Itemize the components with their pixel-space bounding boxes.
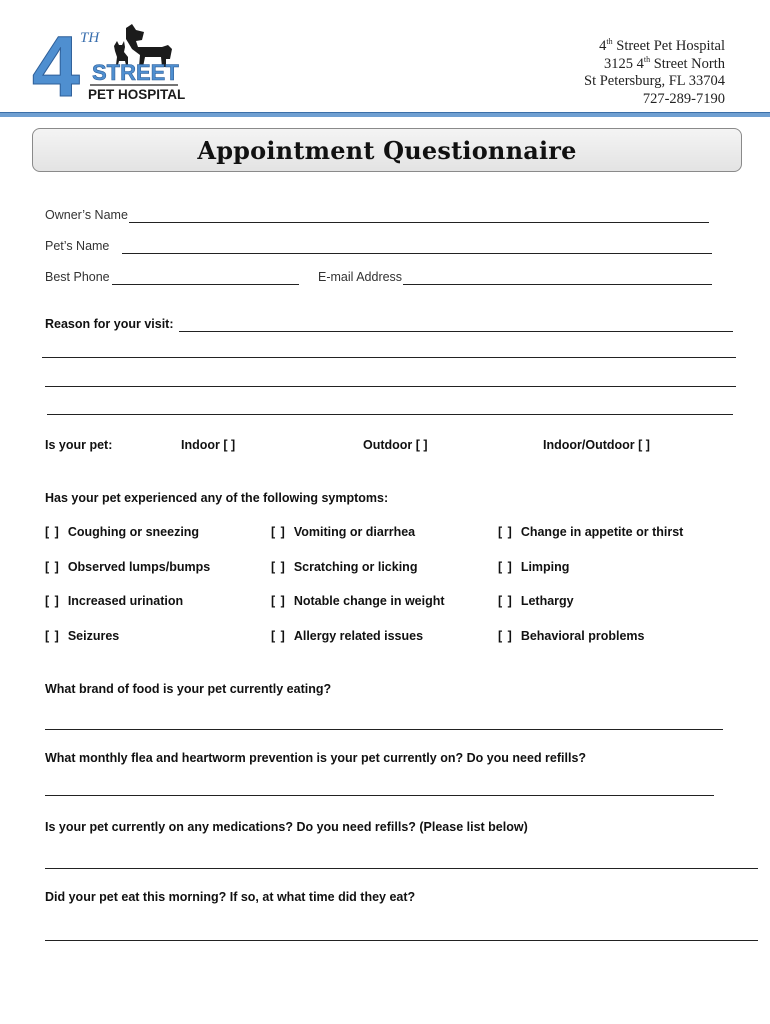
hospital-address xyxy=(584,38,725,108)
reason-label: Reason for your visit: xyxy=(45,317,174,331)
owner-name-field[interactable] xyxy=(129,222,709,223)
symptom-appetite[interactable]: [ ] Change in appetite or thirst xyxy=(498,525,684,539)
symptom-limping[interactable]: [ ] Limping xyxy=(498,560,570,574)
symptom-lumps[interactable]: [ ] Observed lumps/bumps xyxy=(45,560,211,574)
symptom-lethargy[interactable]: [ ] Lethargy xyxy=(498,594,574,608)
medications-question: Is your pet currently on any medications? Do you need refills? (Please list below) xyxy=(45,820,528,834)
flea-prevention-field[interactable] xyxy=(45,795,714,796)
outdoor-option[interactable]: Outdoor [ ] xyxy=(363,438,428,452)
symptoms-question: Has your pet experienced any of the following symptoms: xyxy=(45,491,389,505)
indoor-outdoor-option[interactable]: Indoor/Outdoor [ ] xyxy=(543,438,650,452)
reason-field-line-4[interactable] xyxy=(47,414,733,415)
reason-field-line-1[interactable] xyxy=(179,331,733,332)
indoor-option[interactable]: Indoor [ ] xyxy=(181,438,236,452)
address-line-1: 4th Street Pet Hospital xyxy=(599,37,725,54)
reason-field-line-3[interactable] xyxy=(45,386,736,387)
symptom-weight[interactable]: [ ] Notable change in weight xyxy=(271,594,445,608)
symptom-coughing[interactable]: [ ] Coughing or sneezing xyxy=(45,525,200,539)
logo-street: STREET xyxy=(92,60,179,85)
logo-suffix: TH xyxy=(80,30,100,46)
medications-field[interactable] xyxy=(45,868,758,869)
logo-hospital: PET HOSPITAL xyxy=(88,87,186,102)
symptom-behavioral[interactable]: [ ] Behavioral problems xyxy=(498,629,645,643)
symptom-allergy[interactable]: [ ] Allergy related issues xyxy=(271,629,424,643)
logo-number: 4 xyxy=(32,22,80,104)
food-brand-field[interactable] xyxy=(45,729,723,730)
address-line-2: 3125 4th Street North xyxy=(603,54,725,72)
symptom-seizures[interactable]: [ ] Seizures xyxy=(45,629,120,643)
food-brand-question: What brand of food is your pet currently eating? xyxy=(45,682,332,696)
ate-this-morning-question: Did your pet eat this morning? If so, at what time did they eat? xyxy=(45,890,416,904)
title-banner xyxy=(32,128,742,172)
pet-name-label: Pet’s Name xyxy=(45,239,110,253)
best-phone-field[interactable] xyxy=(112,284,299,285)
pet-location-label: Is your pet: xyxy=(45,438,113,452)
flea-prevention-question: What monthly flea and heartworm prevention is your pet currently on? Do you need refills? xyxy=(45,751,587,765)
reason-field-line-2[interactable] xyxy=(42,357,736,358)
email-label: E-mail Address xyxy=(318,270,403,284)
header-divider xyxy=(0,112,770,117)
address-line-3: St Petersburg, FL 33704 xyxy=(584,73,725,89)
email-field[interactable] xyxy=(403,284,712,285)
ate-this-morning-field[interactable] xyxy=(45,940,758,941)
symptom-urination[interactable]: [ ] Increased urination xyxy=(45,594,184,608)
pet-name-field[interactable] xyxy=(122,253,712,254)
symptom-vomiting[interactable]: [ ] Vomiting or diarrhea xyxy=(271,525,416,539)
page-title: Appointment Questionnaire xyxy=(197,135,577,165)
hospital-logo xyxy=(30,22,190,104)
address-phone: 727-289-7190 xyxy=(642,90,725,107)
owner-name-label: Owner’s Name xyxy=(45,208,128,222)
best-phone-label: Best Phone xyxy=(45,270,110,284)
symptom-scratching[interactable]: [ ] Scratching or licking xyxy=(271,560,418,574)
